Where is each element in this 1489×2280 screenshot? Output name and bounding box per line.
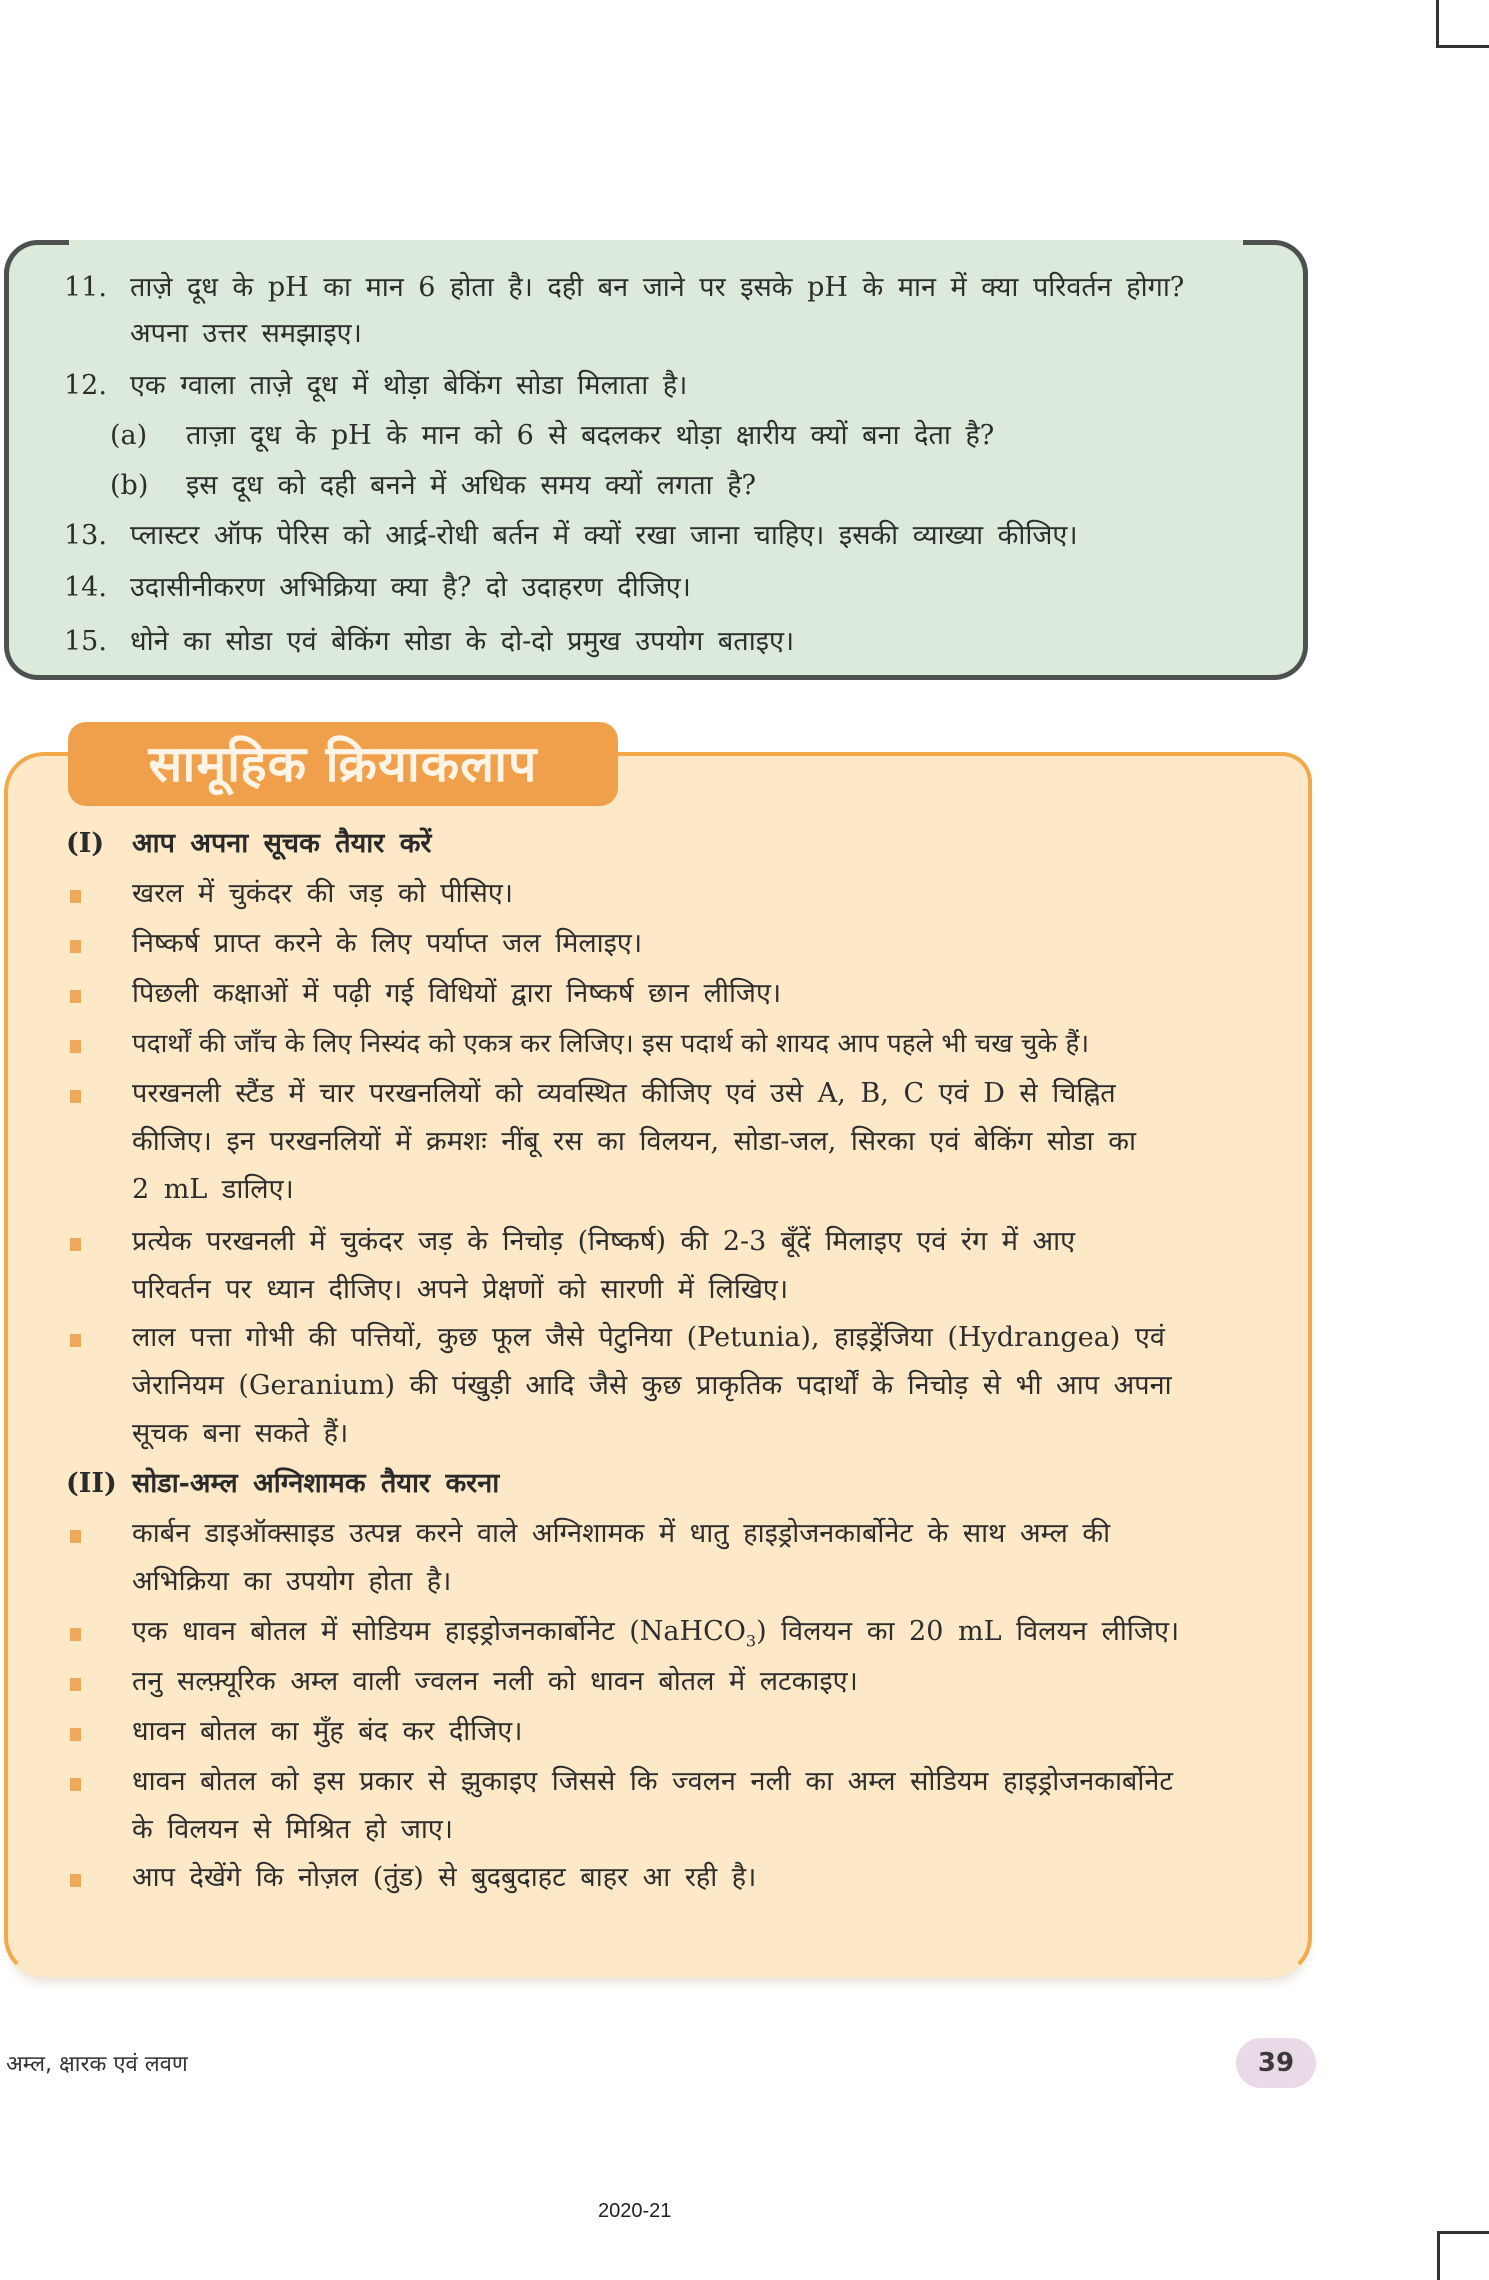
bullet-icon [70,890,81,903]
s1-item-7-line3: सूचक बना सकते हैं। [132,1418,349,1449]
question-11: 11. ताज़े दूध के pH का मान 6 होता है। दही बन जाने पर इसके pH के मान में क्या परिवर्तन होगा? [64,272,1185,303]
bullet-icon [70,1728,81,1741]
s1-item-3: पिछली कक्षाओं में पढ़ी गई विधियों द्वारा निष्कर्ष छान लीजिए। [132,978,782,1009]
questions-box [4,240,1308,680]
bullet-icon [70,1090,81,1103]
bullet-icon [70,1238,81,1251]
footer-year: 2020-21 [598,2200,672,2222]
question-12a: (a) ताज़ा दूध के pH के मान को 6 से बदलकर थोड़ा क्षारीय क्यों बना देता है? [110,420,995,451]
s2-item-4: धावन बोतल का मुँह बंद कर दीजिए। [132,1716,523,1747]
question-13: 13. प्लास्टर ऑफ पेरिस को आर्द्र-रोधी बर्तन में क्यों रखा जाना चाहिए। इसकी व्याख्या कीजिए। [64,520,1078,551]
page-number-badge: 39 [1236,2038,1316,2088]
bullet-icon [70,1874,81,1887]
question-12b: (b) इस दूध को दही बनने में अधिक समय क्यों लगता है? [110,470,757,501]
s1-item-5-line2: कीजिए। इन परखनलियों में क्रमशः नींबू रस का विलयन, सोडा-जल, सिरका एवं बेकिंग सोडा का [132,1126,1136,1157]
activity-title: सामूहिक क्रियाकलाप [68,722,618,806]
s1-item-4: पदार्थों की जाँच के लिए निस्यंद को एकत्र कर लिजिए। इस पदार्थ को शायद आप पहले भी चख चुके हैं। [132,1029,1090,1059]
s2-item-5-line1: धावन बोतल को इस प्रकार से झुकाइए जिससे कि ज्वलन नली का अम्ल सोडियम हाइड्रोजनकार्बोनेट [132,1766,1173,1797]
s1-item-2: निष्कर्ष प्राप्त करने के लिए पर्याप्त जल मिलाइए। [132,928,643,959]
s1-item-1: खरल में चुकंदर की जड़ को पीसिए। [132,878,514,909]
section-2-heading: (II) सोडा-अम्ल अग्निशामक तैयार करना [66,1468,500,1499]
s2-item-1-line1: कार्बन डाइऑक्साइड उत्पन्न करने वाले अग्निशामक में धातु हाइड्रोजनकार्बोनेट के साथ अम्ल की [132,1518,1111,1549]
question-12: 12. एक ग्वाला ताज़े दूध में थोड़ा बेकिंग सोडा मिलाता है। [64,370,688,401]
question-15: 15. धोने का सोडा एवं बेकिंग सोडा के दो-दो प्रमुख उपयोग बताइए। [64,626,795,657]
question-14: 14. उदासीनीकरण अभिक्रिया क्या है? दो उदाहरण दीजिए। [64,572,691,603]
footer-chapter-title: अम्ल, क्षारक एवं लवण [6,2052,188,2077]
crop-mark-bottom [1437,2231,1489,2280]
question-11-cont: अपना उत्तर समझाइए। [130,318,362,349]
bullet-icon [70,1778,81,1791]
s2-item-6: आप देखेंगे कि नोज़ल (तुंड) से बुदबुदाहट बाहर आ रही है। [132,1862,757,1893]
bullet-icon [70,1040,81,1053]
s1-item-7-line2: जेरानियम (Geranium) की पंखुड़ी आदि जैसे कुछ प्राकृतिक पदार्थों के निचोड़ से भी आप अपना [132,1370,1172,1401]
bullet-icon [70,1628,81,1641]
s1-item-5-line1: परखनली स्टैंड में चार परखनलियों को व्यवस्थित कीजिए एवं उसे A, B, C एवं D से चिह्नित [132,1078,1116,1109]
s1-item-7-line1: लाल पत्ता गोभी की पत्तियों, कुछ फूल जैसे पेटुनिया (Petunia), हाइड्रेंजिया (Hydrangea) एवं [132,1322,1165,1353]
bullet-icon [70,940,81,953]
bullet-icon [70,1678,81,1691]
section-1-heading: (I) आप अपना सूचक तैयार करें [66,828,432,859]
s2-item-2: एक धावन बोतल में सोडियम हाइड्रोजनकार्बोनेट (NaHCO$_3$) विलयन का 20 mL विलयन लीजिए। [132,1616,1180,1651]
s1-item-6-line1: प्रत्येक परखनली में चुकंदर जड़ के निचोड़ (निष्कर्ष) की 2-3 बूँदें मिलाइए एवं रंग में आए [132,1226,1076,1257]
bullet-icon [70,1530,81,1543]
s1-item-6-line2: परिवर्तन पर ध्यान दीजिए। अपने प्रेक्षणों को सारणी में लिखिए। [132,1274,789,1305]
bullet-icon [70,1334,81,1347]
crop-mark-top [1436,0,1489,48]
s2-item-5-line2: के विलयन से मिश्रित हो जाए। [132,1814,454,1845]
s2-item-3: तनु सल्फ़्यूरिक अम्ल वाली ज्वलन नली को धावन बोतल में लटकाइए। [132,1666,858,1697]
bullet-icon [70,990,81,1003]
s2-item-1-line2: अभिक्रिया का उपयोग होता है। [132,1566,452,1597]
s1-item-5-line3: 2 mL डालिए। [132,1174,294,1205]
